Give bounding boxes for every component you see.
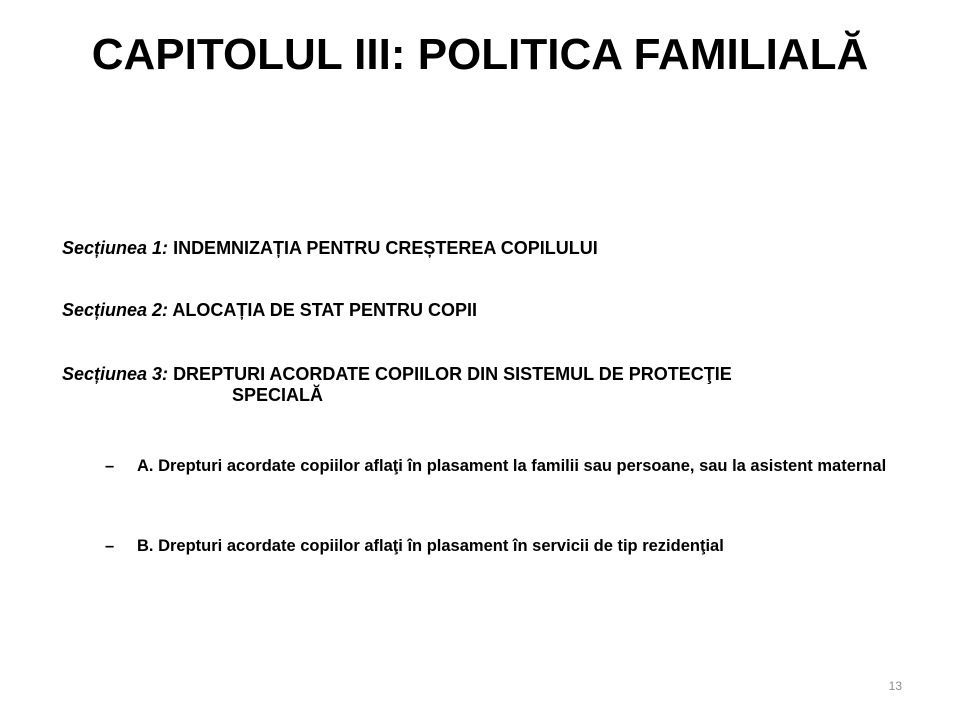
sub-item-a <box>105 456 905 476</box>
sub-item-b-text: B. Drepturi acordate copiilor aflaţi în plasament în servicii de tip rezidenţial <box>137 537 724 555</box>
section-1 <box>62 238 598 259</box>
sub-item-b <box>105 536 905 556</box>
section-3-prefix: Secțiunea 3: <box>62 364 169 384</box>
section-1-prefix: Secțiunea 1: <box>62 238 169 258</box>
section-2-prefix: Secțiunea 2: <box>62 300 169 320</box>
dash-bullet-icon: – <box>105 537 115 555</box>
slide-title: CAPITOLUL III: POLITICA FAMILIALĂ <box>91 30 869 79</box>
page-number: 13 <box>888 679 902 693</box>
section-2 <box>62 300 477 321</box>
sub-item-a-text: A. Drepturi acordate copiilor aflaţi în plasament la familii sau persoane, sau la asistent maternal <box>137 457 887 475</box>
section-3-text-continued: SPECIALĂ <box>232 385 324 405</box>
section-2-text: ALOCAȚIA DE STAT PENTRU COPII <box>172 300 478 320</box>
section-1-text: INDEMNIZAȚIA PENTRU CREȘTEREA COPILULUI <box>173 238 598 258</box>
dash-bullet-icon: – <box>105 457 115 475</box>
section-3-text: DREPTURI ACORDATE COPIILOR DIN SISTEMUL DE PROTECŢIE <box>173 364 732 384</box>
section-3 <box>62 364 902 406</box>
